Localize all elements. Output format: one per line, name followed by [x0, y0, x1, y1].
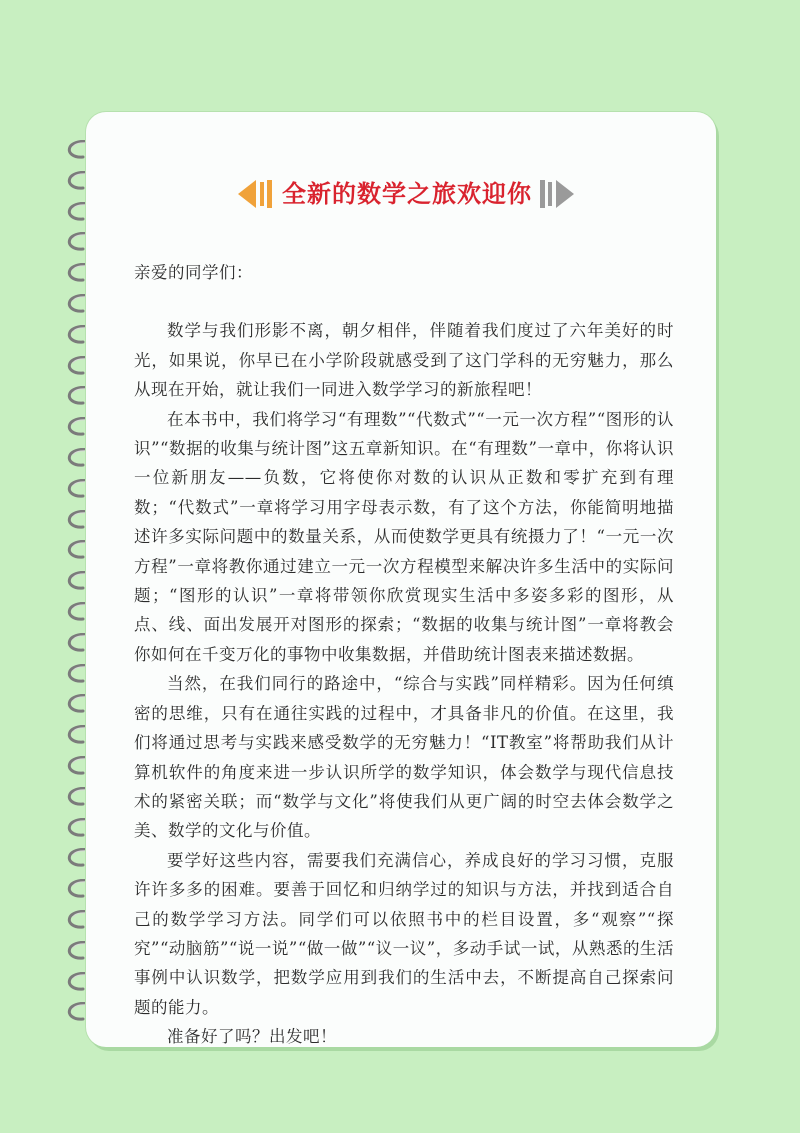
paragraph: 准备好了吗？出发吧！ [167, 1027, 337, 1047]
left-arrow-icon [236, 176, 278, 212]
notebook-page [86, 112, 716, 1047]
page-title: 全新的数学之旅欢迎你 [282, 180, 532, 208]
paragraph: 在本书中，我们将学习“有理数”“代数式”“一元一次方程”“图形的认识”“数据的收集与统计图”这五章新知识。在“有理数”一章中，你将认识一位新朋友——负数，它将使你对数的认识从正数和零扩充到有理数；“代数式”一章将学习用字母表示数，有了这个方法，你能简明地描述许多实际问题中的数量关系，从而使数学更具有统摄力了！“一元一次方程”一章将教你通过建立一元一次方程模型来解决许多生活中的实际问题；“图形的认识”一章将带领你欣赏现实生活中多姿多彩的图形，从点、线、面出发展开对图形的探索；“数据的收集与统计图”一章将教会你如何在千变万化的事物中收集数据，并借助统计图表来描述数据。 [134, 409, 674, 664]
paragraph: 要学好这些内容，需要我们充满信心，养成良好的学习习惯，克服许许多多的困难。要善于回忆和归纳学过的知识与方法，并找到适合自己的数学学习方法。同学们可以依照书中的栏目设置，多“观察”“探究”“动脑筋”“说一说”“做一做”“议一议”，多动手试一试，从熟悉的生活事例中认识数学，把数学应用到我们的生活中去，不断提高自己探索问题的能力。 [134, 850, 674, 1017]
paragraph: 数学与我们形影不离，朝夕相伴，伴随着我们度过了六年美好的时光，如果说，你早已在小学阶段就感受到了这门学科的无穷魅力，那么从现在开始，就让我们一同进入数学学习的新旅程吧！ [134, 321, 674, 400]
right-arrow-icon [534, 176, 576, 212]
letter-body [134, 258, 674, 1047]
paragraph: 当然，在我们同行的路途中，“综合与实践”同样精彩。因为任何缜密的思维，只有在通往实践的过程中，才具备非凡的价值。在这里，我们将通过思考与实践来感受数学的无穷魅力！“IT教室”将帮助我们从计算机软件的角度来进一步认识所学的数学知识，体会数学与现代信息技术的紧密关联；而“数学与文化”将使我们从更广阔的时空去体会数学之美、数学的文化与价值。 [134, 674, 674, 841]
title-banner [86, 174, 716, 214]
greeting: 亲爱的同学们： [134, 263, 253, 282]
